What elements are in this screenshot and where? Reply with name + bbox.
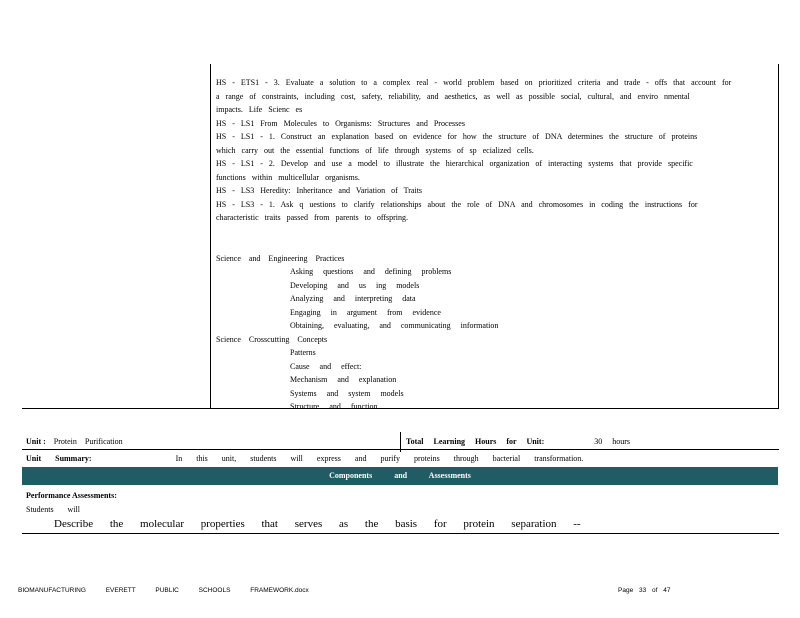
list-item: [44, 518, 581, 532]
standard-line: functions within multicellular organisms.: [216, 172, 360, 182]
practices-title: Science and Engineering Practices: [216, 253, 345, 263]
total-hours: Total Learning Hours for Unit: 30 hours: [406, 437, 631, 446]
unit-summary: Unit Summary: In this unit, students will express and purify proteins through bacterial transformation.: [26, 454, 584, 463]
standard-line: HS - LS1 - 2. Develop and use a model to illustrate the hierarchical organization of interacting systems that provide specific: [216, 159, 693, 168]
unit-title: Unit : Protein Purification: [26, 437, 123, 446]
standard-line: HS - ETS1 - 3. Evaluate a solution to a complex real - world problem based on prioritized criteria and trade - offs that account for: [216, 78, 732, 87]
standard-line: HS - LS1 From Molecules to Organisms: Structures and Processes: [216, 118, 465, 128]
list-item: Engaging in argument from evidence: [290, 307, 441, 317]
list-item: Systems and system models: [290, 388, 404, 398]
describe-text: Describe the molecular properties that serves as the basis for protein separation --: [54, 518, 581, 530]
table-right-border: [778, 64, 779, 408]
list-item: Obtaining, evaluating, and communicating information: [290, 321, 499, 330]
components-header: Components and Assessments: [22, 467, 778, 485]
standard-line: HS - LS1 - 1. Construct an explanation based on evidence for how the structure of DNA determines the structure of proteins: [216, 132, 698, 141]
crosscutting-title: Science Crosscutting Concepts: [216, 334, 328, 344]
section-bottom-border: [22, 533, 779, 534]
standard-line: which carry out the essential functions of life through systems of sp ecialized cells.: [216, 145, 534, 155]
unit-name: Protein Purification: [53, 437, 123, 446]
unit-row: [26, 435, 786, 449]
practices-list: [216, 265, 764, 333]
standard-line: a range of constraints, including cost, safety, reliability, and aesthetics, as well as possible social, cultural, and enviro nmental: [216, 91, 690, 101]
list-item: Developing and us ing models: [290, 280, 420, 290]
page-number: Page 33 of 47: [618, 587, 671, 594]
standard-line: HS - LS3 - 1. Ask q uestions to clarify relationships about the role of DNA and chromosomes in coding the instructions for: [216, 199, 698, 209]
table-left-border: [210, 64, 211, 408]
list-item: Structure and function: [290, 402, 378, 411]
unit-summary-text: In this unit, students will express and purify proteins through bacterial transformation.: [175, 454, 584, 463]
list-item: Cause and effect:: [290, 361, 362, 371]
list-item: Analyzing and interpreting data: [290, 294, 416, 303]
list-item: Mechanism and explanation: [290, 375, 397, 384]
list-item: Patterns: [290, 348, 316, 357]
standards-block: [216, 76, 764, 414]
standard-line: impacts. Life Scienc es: [216, 105, 303, 114]
students-will: Students will: [26, 505, 81, 514]
standard-line: characteristic traits passed from parents to offspring.: [216, 213, 409, 222]
crosscutting-list: [216, 346, 764, 414]
list-item: Asking questions and defining problems: [290, 267, 452, 276]
unit-row-border: [22, 449, 779, 450]
standard-line: HS - LS3 Heredity: Inheritance and Variation of Traits: [216, 186, 423, 195]
performance-title: Performance Assessments:: [26, 491, 117, 500]
total-hours-value: 30 hours: [594, 437, 631, 446]
footer-filename: BIOMANUFACTURING EVERETT PUBLIC SCHOOLS FRAMEWORK.docx: [18, 587, 309, 594]
